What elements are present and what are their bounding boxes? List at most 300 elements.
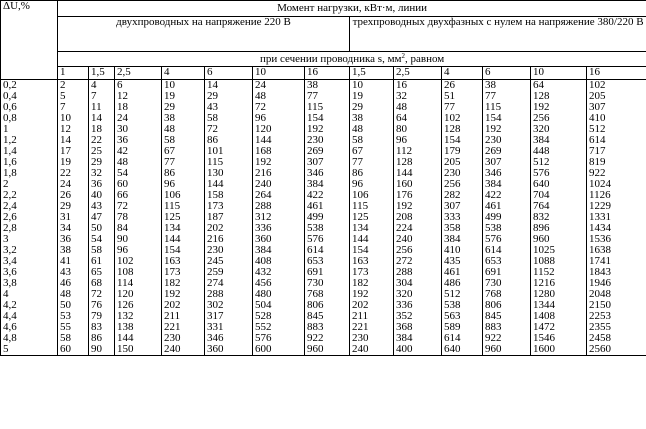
load-moment-cell: 589 bbox=[442, 322, 483, 333]
load-moment-cell: 1472 bbox=[531, 322, 587, 333]
load-moment-cell: 400 bbox=[394, 344, 442, 356]
load-moment-cell: 336 bbox=[253, 223, 305, 234]
load-moment-cell: 528 bbox=[253, 311, 305, 322]
voltage-drop-cell: 2 bbox=[1, 179, 58, 190]
load-moment-cell: 38 bbox=[350, 113, 394, 124]
load-moment-cell: 106 bbox=[350, 190, 394, 201]
load-moment-cell: 24 bbox=[253, 80, 305, 92]
load-moment-cell: 504 bbox=[253, 300, 305, 311]
load-moment-cell: 86 bbox=[205, 135, 253, 146]
load-moment-cell: 2355 bbox=[587, 322, 646, 333]
load-moment-cell: 38 bbox=[162, 113, 205, 124]
load-moment-cell: 58 bbox=[58, 333, 89, 344]
load-moment-cell: 55 bbox=[58, 322, 89, 333]
load-moment-cell: 40 bbox=[89, 190, 115, 201]
voltage-drop-cell: 0,6 bbox=[1, 102, 58, 113]
cross-section-three-wire: 1,5 bbox=[350, 67, 394, 80]
load-moment-cell: 192 bbox=[350, 289, 394, 300]
load-moment-cell: 288 bbox=[253, 201, 305, 212]
load-moment-cell: 512 bbox=[442, 289, 483, 300]
table-row bbox=[1, 179, 646, 190]
load-moment-cell: 4 bbox=[89, 80, 115, 92]
load-moment-cell: 50 bbox=[89, 223, 115, 234]
load-moment-cell: 333 bbox=[442, 212, 483, 223]
load-moment-cell: 76 bbox=[89, 300, 115, 311]
load-moment-cell: 138 bbox=[115, 322, 162, 333]
load-moment-cell: 845 bbox=[305, 311, 350, 322]
load-moment-cell: 26 bbox=[58, 190, 89, 201]
table-row bbox=[1, 135, 646, 146]
load-moment-cell: 64 bbox=[531, 80, 587, 92]
cross-section-two-wire: 10 bbox=[253, 67, 305, 80]
load-moment-cell: 486 bbox=[442, 278, 483, 289]
voltage-drop-cell: 2,6 bbox=[1, 212, 58, 223]
load-moment-cell: 960 bbox=[531, 234, 587, 245]
load-moment-cell: 538 bbox=[442, 300, 483, 311]
load-moment-title: Момент нагрузки, кВт·м, линии bbox=[58, 1, 646, 17]
cross-section-three-wire: 4 bbox=[442, 67, 483, 80]
table-row bbox=[1, 113, 646, 124]
load-moment-cell: 58 bbox=[205, 113, 253, 124]
load-moment-cell: 499 bbox=[483, 212, 531, 223]
load-moment-cell: 1088 bbox=[531, 256, 587, 267]
load-moment-cell: 84 bbox=[115, 223, 162, 234]
load-moment-cell: 115 bbox=[305, 102, 350, 113]
load-moment-cell: 86 bbox=[162, 168, 205, 179]
load-moment-cell: 768 bbox=[305, 289, 350, 300]
load-moment-cell: 6 bbox=[115, 80, 162, 92]
load-moment-cell: 173 bbox=[205, 201, 253, 212]
load-moment-cell: 640 bbox=[442, 344, 483, 356]
load-moment-cell: 16 bbox=[394, 80, 442, 92]
load-moment-cell: 312 bbox=[253, 212, 305, 223]
load-moment-cell: 307 bbox=[305, 157, 350, 168]
load-moment-cell: 1638 bbox=[587, 245, 646, 256]
load-moment-cell: 435 bbox=[442, 256, 483, 267]
load-moment-cell: 360 bbox=[205, 344, 253, 356]
load-moment-cell: 240 bbox=[162, 344, 205, 356]
load-moment-cell: 12 bbox=[58, 124, 89, 135]
voltage-drop-cell: 1,4 bbox=[1, 146, 58, 157]
load-moment-cell: 101 bbox=[205, 146, 253, 157]
load-moment-cell: 307 bbox=[587, 102, 646, 113]
load-moment-cell: 24 bbox=[58, 179, 89, 190]
load-moment-cell: 54 bbox=[89, 234, 115, 245]
load-moment-cell: 320 bbox=[394, 289, 442, 300]
load-moment-cell: 120 bbox=[253, 124, 305, 135]
load-moment-cell: 115 bbox=[162, 201, 205, 212]
load-moment-cell: 128 bbox=[531, 91, 587, 102]
load-moment-cell: 256 bbox=[531, 113, 587, 124]
load-moment-cell: 346 bbox=[205, 333, 253, 344]
load-moment-cell: 384 bbox=[483, 179, 531, 190]
load-moment-cell: 128 bbox=[394, 157, 442, 168]
load-moment-cell: 358 bbox=[442, 223, 483, 234]
load-moment-cell: 230 bbox=[305, 135, 350, 146]
load-moment-cell: 115 bbox=[205, 157, 253, 168]
load-moment-cell: 653 bbox=[483, 256, 531, 267]
load-moment-cell: 29 bbox=[89, 157, 115, 168]
load-moment-cell: 43 bbox=[89, 201, 115, 212]
load-moment-cell: 34 bbox=[58, 223, 89, 234]
load-moment-cell: 192 bbox=[253, 157, 305, 168]
load-moment-cell: 173 bbox=[162, 267, 205, 278]
load-moment-cell: 29 bbox=[350, 102, 394, 113]
load-moment-cell: 53 bbox=[58, 311, 89, 322]
load-moment-cell: 480 bbox=[253, 289, 305, 300]
load-moment-cell: 10 bbox=[58, 113, 89, 124]
load-moment-cell: 806 bbox=[305, 300, 350, 311]
load-moment-cell: 102 bbox=[442, 113, 483, 124]
table-row bbox=[1, 223, 646, 234]
table-row bbox=[1, 256, 646, 267]
load-moment-cell: 54 bbox=[115, 168, 162, 179]
load-moment-cell: 2 bbox=[58, 80, 89, 92]
load-moment-cell: 125 bbox=[162, 212, 205, 223]
load-moment-cell: 179 bbox=[442, 146, 483, 157]
load-moment-cell: 130 bbox=[205, 168, 253, 179]
load-moment-cell: 58 bbox=[89, 245, 115, 256]
load-moment-cell: 19 bbox=[58, 157, 89, 168]
load-moment-cell: 538 bbox=[305, 223, 350, 234]
voltage-drop-cell: 1,6 bbox=[1, 157, 58, 168]
load-moment-cell: 269 bbox=[305, 146, 350, 157]
load-moment-cell: 960 bbox=[305, 344, 350, 356]
load-moment-cell: 202 bbox=[205, 223, 253, 234]
load-moment-cell: 72 bbox=[253, 102, 305, 113]
load-moment-cell: 78 bbox=[115, 212, 162, 223]
load-moment-cell: 48 bbox=[162, 124, 205, 135]
load-moment-cell: 307 bbox=[483, 157, 531, 168]
load-moment-cell: 134 bbox=[162, 223, 205, 234]
load-moment-cell: 922 bbox=[587, 168, 646, 179]
voltage-drop-cell: 3,4 bbox=[1, 256, 58, 267]
load-moment-cell: 128 bbox=[442, 124, 483, 135]
load-moment-cell: 173 bbox=[350, 267, 394, 278]
load-moment-cell: 211 bbox=[350, 311, 394, 322]
load-moment-cell: 67 bbox=[162, 146, 205, 157]
load-moment-cell: 408 bbox=[253, 256, 305, 267]
load-moment-cell: 456 bbox=[253, 278, 305, 289]
load-moment-cell: 154 bbox=[442, 135, 483, 146]
load-moment-cell: 512 bbox=[587, 124, 646, 135]
load-moment-cell: 2253 bbox=[587, 311, 646, 322]
load-moment-cell: 653 bbox=[305, 256, 350, 267]
load-moment-cell: 187 bbox=[205, 212, 253, 223]
load-moment-cell: 346 bbox=[305, 168, 350, 179]
load-moment-cell: 102 bbox=[115, 256, 162, 267]
load-moment-cell: 245 bbox=[205, 256, 253, 267]
load-moment-cell: 1536 bbox=[587, 234, 646, 245]
load-moment-cell: 182 bbox=[162, 278, 205, 289]
load-moment-cell: 66 bbox=[115, 190, 162, 201]
table-row bbox=[1, 102, 646, 113]
voltage-drop-cell: 4,8 bbox=[1, 333, 58, 344]
load-moment-cell: 1546 bbox=[531, 333, 587, 344]
load-moment-cell: 576 bbox=[531, 168, 587, 179]
table-row bbox=[1, 278, 646, 289]
load-moment-cell: 2458 bbox=[587, 333, 646, 344]
load-moment-cell: 208 bbox=[394, 212, 442, 223]
load-moment-cell: 230 bbox=[350, 333, 394, 344]
table-row bbox=[1, 311, 646, 322]
load-moment-cell: 19 bbox=[162, 91, 205, 102]
load-moment-cell: 48 bbox=[350, 124, 394, 135]
load-moment-cell: 288 bbox=[205, 289, 253, 300]
load-moment-cell: 125 bbox=[350, 212, 394, 223]
load-moment-cell: 38 bbox=[483, 80, 531, 92]
load-moment-cell: 154 bbox=[350, 245, 394, 256]
load-moment-cell: 368 bbox=[394, 322, 442, 333]
load-moment-cell: 422 bbox=[305, 190, 350, 201]
load-moment-cell: 24 bbox=[115, 113, 162, 124]
load-moment-cell: 1229 bbox=[587, 201, 646, 212]
load-moment-cell: 115 bbox=[483, 102, 531, 113]
load-moment-cell: 163 bbox=[350, 256, 394, 267]
load-moment-cell: 819 bbox=[587, 157, 646, 168]
load-moment-cell: 1024 bbox=[587, 179, 646, 190]
table-row bbox=[1, 212, 646, 223]
load-moment-cell: 83 bbox=[89, 322, 115, 333]
load-moment-cell: 600 bbox=[253, 344, 305, 356]
load-moment-cell: 144 bbox=[162, 234, 205, 245]
load-moment-cell: 60 bbox=[115, 179, 162, 190]
load-moment-cell: 7 bbox=[58, 102, 89, 113]
voltage-drop-cell: 3 bbox=[1, 234, 58, 245]
load-moment-cell: 154 bbox=[305, 113, 350, 124]
load-moment-cell: 31 bbox=[58, 212, 89, 223]
load-moment-cell: 11 bbox=[89, 102, 115, 113]
load-moment-cell: 1434 bbox=[587, 223, 646, 234]
load-moment-cell: 182 bbox=[350, 278, 394, 289]
load-moment-cell: 19 bbox=[350, 91, 394, 102]
load-moment-cell: 256 bbox=[442, 179, 483, 190]
cross-section-header: при сечении проводника s, $мм^2$, равном bbox=[58, 52, 646, 67]
load-moment-cell: 51 bbox=[442, 91, 483, 102]
load-moment-cell: 221 bbox=[350, 322, 394, 333]
load-moment-cell: 30 bbox=[115, 124, 162, 135]
load-moment-cell: 614 bbox=[587, 135, 646, 146]
load-moment-cell: 202 bbox=[350, 300, 394, 311]
cross-section-three-wire: 16 bbox=[587, 67, 646, 80]
load-moment-cell: 384 bbox=[253, 245, 305, 256]
load-moment-cell: 346 bbox=[483, 168, 531, 179]
load-moment-cell: 90 bbox=[89, 344, 115, 356]
load-moment-cell: 1126 bbox=[587, 190, 646, 201]
table-row bbox=[1, 234, 646, 245]
load-moment-cell: 512 bbox=[531, 157, 587, 168]
load-moment-cell: 2560 bbox=[587, 344, 646, 356]
load-moment-cell: 614 bbox=[442, 333, 483, 344]
load-moment-cell: 272 bbox=[394, 256, 442, 267]
load-moment-cell: 384 bbox=[394, 333, 442, 344]
load-moment-cell: 1946 bbox=[587, 278, 646, 289]
load-moment-cell: 282 bbox=[442, 190, 483, 201]
load-moment-cell: 704 bbox=[531, 190, 587, 201]
voltage-drop-cell: 5 bbox=[1, 344, 58, 356]
load-moment-cell: 1843 bbox=[587, 267, 646, 278]
load-moment-cell: 160 bbox=[394, 179, 442, 190]
voltage-drop-cell: 1,2 bbox=[1, 135, 58, 146]
load-moment-cell: 1152 bbox=[531, 267, 587, 278]
cross-section-two-wire: 16 bbox=[305, 67, 350, 80]
load-moment-cell: 114 bbox=[115, 278, 162, 289]
load-moment-cell: 230 bbox=[205, 245, 253, 256]
three-wire-lines-header: трехпроводных двухфазных с нулем на напряжение 380/220 В bbox=[350, 17, 646, 52]
table-row bbox=[1, 157, 646, 168]
load-moment-cell: 240 bbox=[253, 179, 305, 190]
load-moment-cell: 192 bbox=[162, 289, 205, 300]
load-moment-cell: 5 bbox=[58, 91, 89, 102]
voltage-drop-cell: 2,8 bbox=[1, 223, 58, 234]
load-moment-cell: 422 bbox=[483, 190, 531, 201]
load-moment-cell: 384 bbox=[531, 135, 587, 146]
load-moment-cell: 144 bbox=[394, 168, 442, 179]
load-moment-cell: 96 bbox=[253, 113, 305, 124]
load-moment-cell: 134 bbox=[350, 223, 394, 234]
load-moment-cell: 22 bbox=[89, 135, 115, 146]
two-wire-lines-header: двухпроводных на напряжение 220 В bbox=[58, 17, 350, 52]
voltage-drop-cell: 3,2 bbox=[1, 245, 58, 256]
load-moment-cell: 317 bbox=[205, 311, 253, 322]
load-moment-cell: 240 bbox=[350, 344, 394, 356]
load-moment-cell: 36 bbox=[115, 135, 162, 146]
load-moment-cell: 302 bbox=[205, 300, 253, 311]
table-row bbox=[1, 333, 646, 344]
load-moment-cell: 922 bbox=[305, 333, 350, 344]
load-moment-cell: 60 bbox=[58, 344, 89, 356]
load-moment-cell: 48 bbox=[115, 157, 162, 168]
load-moment-cell: 614 bbox=[483, 245, 531, 256]
load-moment-cell: 1344 bbox=[531, 300, 587, 311]
load-moment-cell: 96 bbox=[115, 245, 162, 256]
voltage-drop-cell: 0,8 bbox=[1, 113, 58, 124]
load-moment-cell: 410 bbox=[587, 113, 646, 124]
voltage-drop-cell: 4 bbox=[1, 289, 58, 300]
voltage-drop-cell: 4,2 bbox=[1, 300, 58, 311]
load-moment-cell: 410 bbox=[442, 245, 483, 256]
voltage-drop-cell: 3,8 bbox=[1, 278, 58, 289]
load-moment-cell: 576 bbox=[483, 234, 531, 245]
load-moment-cell: 304 bbox=[394, 278, 442, 289]
load-moment-cell: 1025 bbox=[531, 245, 587, 256]
load-moment-cell: 77 bbox=[483, 91, 531, 102]
load-moment-cell: 922 bbox=[483, 333, 531, 344]
load-moment-cell: 42 bbox=[115, 146, 162, 157]
load-moment-cell: 10 bbox=[162, 80, 205, 92]
load-moment-cell: 61 bbox=[89, 256, 115, 267]
load-moment-cell: 77 bbox=[350, 157, 394, 168]
load-moment-cell: 158 bbox=[205, 190, 253, 201]
load-moment-cell: 102 bbox=[587, 80, 646, 92]
load-moment-cell: 216 bbox=[205, 234, 253, 245]
load-moment-cell: 192 bbox=[531, 102, 587, 113]
load-moment-cell: 176 bbox=[394, 190, 442, 201]
load-moment-cell: 12 bbox=[115, 91, 162, 102]
load-moment-cell: 126 bbox=[115, 300, 162, 311]
load-moment-cell: 65 bbox=[89, 267, 115, 278]
load-moment-cell: 1280 bbox=[531, 289, 587, 300]
voltage-drop-header: ΔU,% bbox=[1, 1, 58, 80]
load-moment-cell: 7 bbox=[89, 91, 115, 102]
load-moment-cell: 360 bbox=[253, 234, 305, 245]
load-moment-cell: 67 bbox=[350, 146, 394, 157]
table-row bbox=[1, 344, 646, 356]
load-moment-cell: 192 bbox=[483, 124, 531, 135]
load-moment-cell: 202 bbox=[162, 300, 205, 311]
load-moment-cell: 115 bbox=[350, 201, 394, 212]
table-row bbox=[1, 267, 646, 278]
load-moment-cell: 461 bbox=[483, 201, 531, 212]
load-moment-cell: 384 bbox=[305, 179, 350, 190]
load-moment-cell: 331 bbox=[205, 322, 253, 333]
load-moment-cell: 96 bbox=[350, 179, 394, 190]
cross-section-two-wire: 6 bbox=[205, 67, 253, 80]
load-moment-cell: 730 bbox=[483, 278, 531, 289]
load-moment-cell: 29 bbox=[205, 91, 253, 102]
load-moment-cell: 764 bbox=[531, 201, 587, 212]
load-moment-cell: 68 bbox=[89, 278, 115, 289]
load-moment-cell: 144 bbox=[253, 135, 305, 146]
load-moment-cell: 86 bbox=[89, 333, 115, 344]
load-moment-cell: 163 bbox=[162, 256, 205, 267]
table-row bbox=[1, 80, 646, 92]
table-row bbox=[1, 124, 646, 135]
load-moment-cell: 614 bbox=[305, 245, 350, 256]
cross-section-two-wire: 2,5 bbox=[115, 67, 162, 80]
load-moment-cell: 224 bbox=[394, 223, 442, 234]
load-moment-cell: 883 bbox=[483, 322, 531, 333]
load-moment-cell: 79 bbox=[89, 311, 115, 322]
load-moment-cell: 230 bbox=[442, 168, 483, 179]
load-moment-cell: 64 bbox=[394, 113, 442, 124]
cross-section-three-wire: 6 bbox=[483, 67, 531, 80]
load-moment-cell: 48 bbox=[394, 102, 442, 113]
load-moment-cell: 264 bbox=[253, 190, 305, 201]
load-moment-cell: 26 bbox=[442, 80, 483, 92]
load-moment-cell: 640 bbox=[531, 179, 587, 190]
load-moment-cell: 29 bbox=[58, 201, 89, 212]
load-moment-cell: 192 bbox=[394, 201, 442, 212]
table-row bbox=[1, 146, 646, 157]
table-row bbox=[1, 322, 646, 333]
load-moment-cell: 96 bbox=[162, 179, 205, 190]
load-moment-cell: 41 bbox=[58, 256, 89, 267]
load-moment-cell: 22 bbox=[58, 168, 89, 179]
load-moment-cell: 150 bbox=[115, 344, 162, 356]
load-moment-cell: 144 bbox=[115, 333, 162, 344]
load-moment-cell: 18 bbox=[89, 124, 115, 135]
load-moment-cell: 43 bbox=[58, 267, 89, 278]
load-moment-cell: 1331 bbox=[587, 212, 646, 223]
load-moment-cell: 384 bbox=[442, 234, 483, 245]
load-moment-cell: 108 bbox=[115, 267, 162, 278]
cross-section-two-wire: 1 bbox=[58, 67, 89, 80]
load-moment-cell: 144 bbox=[350, 234, 394, 245]
load-moment-cell: 72 bbox=[205, 124, 253, 135]
load-moment-cell: 18 bbox=[115, 102, 162, 113]
load-moment-cell: 48 bbox=[253, 91, 305, 102]
load-moment-cell: 77 bbox=[162, 157, 205, 168]
load-moment-cell: 120 bbox=[115, 289, 162, 300]
load-moment-cell: 259 bbox=[205, 267, 253, 278]
load-moment-cell: 168 bbox=[253, 146, 305, 157]
load-moment-cell: 538 bbox=[483, 223, 531, 234]
load-moment-cell: 806 bbox=[483, 300, 531, 311]
load-moment-cell: 563 bbox=[442, 311, 483, 322]
load-moment-cell: 25 bbox=[89, 146, 115, 157]
load-moment-cell: 72 bbox=[115, 201, 162, 212]
